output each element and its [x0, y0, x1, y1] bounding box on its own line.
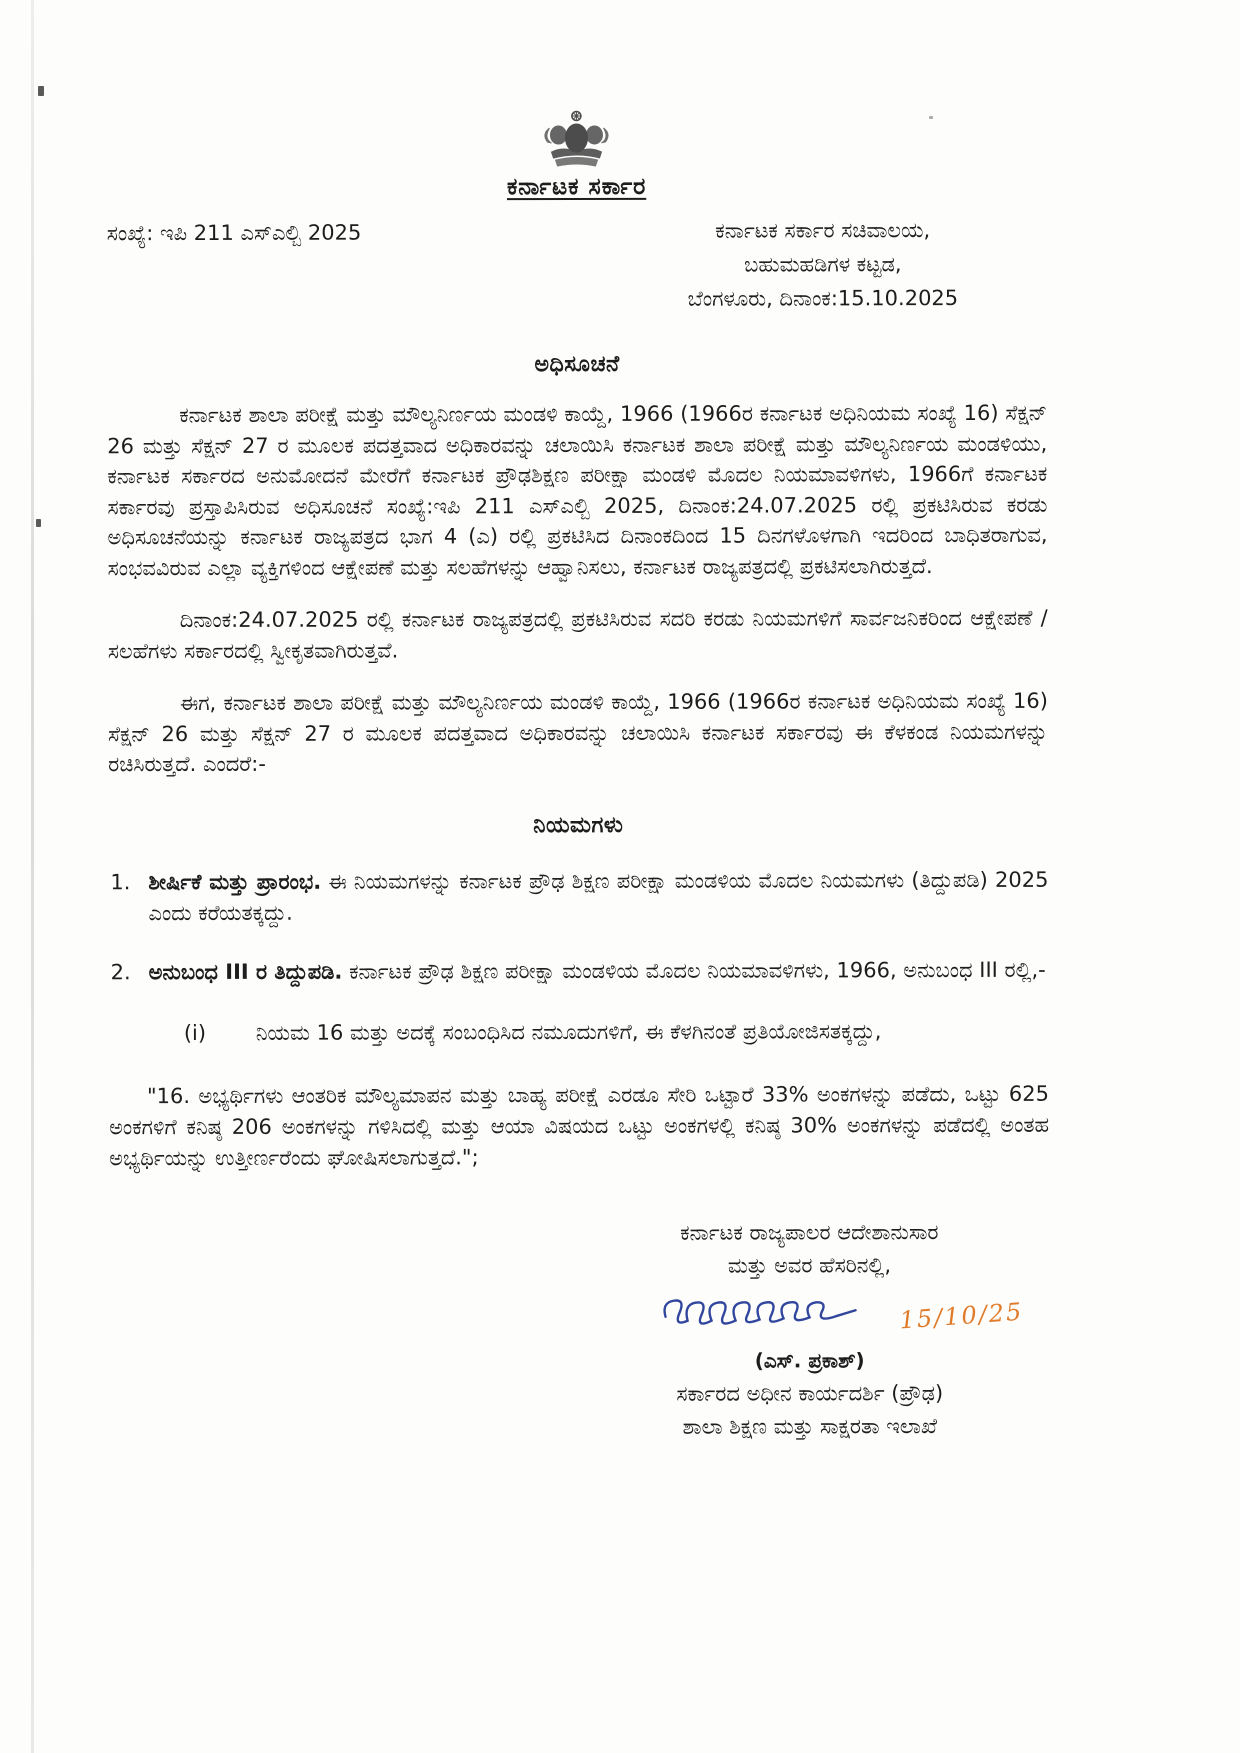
address-line-date: ಬೆಂಗಳೂರು, ದಿನಾಂಕ:15.10.2025 — [687, 286, 959, 311]
rule-item-2 — [109, 954, 1049, 987]
rule-text — [149, 954, 1049, 987]
scan-edge-artifact — [31, 0, 34, 1753]
rule-number: 2. — [110, 959, 131, 984]
paragraph-2: ದಿನಾಂಕ:24.07.2025 ರಲ್ಲಿ ಕರ್ನಾಟಕ ರಾಜ್ಯಪತ್ರದಲ್ಲಿ ಪ್ರಕಟಿಸಿರುವ ಸದರಿ ಕರಡು ನಿಯಮಗಳಿಗೆ ಸಾರ್ವಜನಿಕರಿಂದ ಆಕ್ಷೇಪಣೆ / ಸಲಹೆಗಳು ಸರ್ಕಾರದಲ್ಲಿ ಸ್ವೀಕೃತವಾಗಿರುತ್ತವೆ. — [107, 605, 1048, 663]
signature-block — [569, 1215, 1050, 1443]
government-title: ಕರ್ನಾಟಕ ಸರ್ಕಾರ — [506, 173, 647, 201]
reference-number: ಸಂಖ್ಯೆ: ಇಪಿ 211 ಎಸ್ಎಲ್ಬಿ 2025 — [106, 220, 362, 246]
signature-area — [569, 1285, 1049, 1344]
signatory-name: (ಎಸ್. ಪ್ರಕಾಶ್) — [754, 1347, 865, 1373]
by-order-line: ಕರ್ನಾಟಕ ರಾಜ್ಯಪಾಲರ ಆದೇಶಾನುಸಾರ — [680, 1219, 939, 1245]
karnataka-state-emblem — [106, 107, 1046, 173]
signatory-department: ಶಾಲಾ ಶಿಕ್ಷಣ ಮತ್ತು ಸಾಕ್ಷರತಾ ಇಲಾಖೆ — [682, 1413, 938, 1439]
rule-rest: ಈ ನಿಯಮಗಳನ್ನು ಕರ್ನಾಟಕ ಪ್ರೌಢ ಶಿಕ್ಷಣ ಪರೀಕ್ಷಾ ಮಂಡಳಿಯ ಮೊದಲ ನಿಯಮಗಳು (ತಿದ್ದುಪಡಿ) 2025 ಎಂದು ಕರೆಯತಕ್ಕದ್ದು. — [148, 867, 1049, 925]
rules-heading: ನಿಯಮಗಳು — [533, 812, 624, 838]
state-emblem-icon — [533, 108, 619, 172]
document-content — [106, 0, 1050, 1445]
handwritten-signature-icon — [659, 1286, 899, 1343]
reference-row — [107, 213, 1047, 317]
amended-rule-16-quote: "16. ಅಭ್ಯರ್ಥಿಗಳು ಆಂತರಿಕ ಮೌಲ್ಯಮಾಪನ ಮತ್ತು ಬಾಹ್ಯ ಪರೀಕ್ಷೆ ಎರಡೂ ಸೇರಿ ಒಟ್ಟಾರೆ 33% ಅಂಕಗಳನ್ನು ಪಡೆದು, ಒಟ್ಟು 625 ಅಂಕಗಳಿಗೆ ಕನಿಷ್ಠ 206 ಅಂಕಗಳನ್ನು ಗಳಿಸಿದಲ್ಲಿ ಮತ್ತು ಆಯಾ ವಿಷಯದ ಒಟ್ಟು ಅಂಕಗಳಲ್ಲಿ ಕನಿಷ್ಠ 30% ಅಂಕಗಳನ್ನು ಪಡೆದಲ್ಲಿ ಅಂತಹ ಅಭ್ಯರ್ಥಿಯನ್ನು ಉತ್ತೀರ್ಣರೆಂದು ಘೋಷಿಸಲಾಗುತ್ತದೆ."; — [109, 1081, 1050, 1170]
rule-text — [148, 864, 1048, 928]
handwritten-date: 15/10/25 — [898, 1297, 1025, 1334]
rule-number: 1. — [110, 869, 131, 894]
paragraph-3: ಈಗ, ಕರ್ನಾಟಕ ಶಾಲಾ ಪರೀಕ್ಷೆ ಮತ್ತು ಮೌಲ್ಯನಿರ್ಣಯ ಮಂಡಳಿ ಕಾಯ್ದೆ, 1966 (1966ರ ಕರ್ನಾಟಕ ಅಧಿನಿಯಮ ಸಂಖ್ಯೆ 16) ಸೆಕ್ಷನ್ 26 ಮತ್ತು ಸೆಕ್ಷನ್ 27 ರ ಮೂಲಕ ಪದತ್ತವಾದ ಅಧಿಕಾರವನ್ನು ಚಲಾಯಿಸಿ ಕರ್ನಾಟಕ ಸರ್ಕಾರವು ಈ ಕೆಳಕಂಡ ನಿಯಮಗಳನ್ನು ರಚಿಸಿರುತ್ತದೆ. ಎಂದರೆ:- — [107, 688, 1049, 777]
address-line: ಕರ್ನಾಟಕ ಸರ್ಕಾರ ಸಚಿವಾಲಯ, — [715, 218, 931, 243]
in-his-name-line: ಮತ್ತು ಅವರ ಹೆಸರಿನಲ್ಲಿ, — [727, 1252, 892, 1278]
scan-speck — [38, 86, 44, 96]
notification-heading: ಅಧಿಸೂಚನೆ — [534, 351, 620, 378]
address-line: ಬಹುಮಹಡಿಗಳ ಕಟ್ಟಡ, — [744, 252, 902, 277]
paragraph-1: ಕರ್ನಾಟಕ ಶಾಲಾ ಪರೀಕ್ಷೆ ಮತ್ತು ಮೌಲ್ಯನಿರ್ಣಯ ಮಂಡಳಿ ಕಾಯ್ದೆ, 1966 (1966ರ ಕರ್ನಾಟಕ ಅಧಿನಿಯಮ ಸಂಖ್ಯೆ 16) ಸೆಕ್ಷನ್ 26 ಮತ್ತು ಸೆಕ್ಷನ್ 27 ರ ಮೂಲಕ ಪದತ್ತವಾದ ಅಧಿಕಾರವನ್ನು ಚಲಾಯಿಸಿ ಕರ್ನಾಟಕ ಶಾಲಾ ಪರೀಕ್ಷೆ ಮತ್ತು ಮೌಲ್ಯನಿರ್ಣಯ ಮಂಡಳಿಯು, ಕರ್ನಾಟಕ ಸರ್ಕಾರದ ಅನುಮೋದನೆ ಮೇರೆಗೆ ಕರ್ನಾಟಕ ಪ್ರೌಢಶಿಕ್ಷಣ ಪರೀಕ್ಷಾ ಮಂಡಳಿ ಮೊದಲ ನಿಯಮಾವಳಿಗಳು, 1966ಗೆ ಕರ್ನಾಟಕ ಸರ್ಕಾರವು ಪ್ರಸ್ತಾಪಿಸಿರುವ ಅಧಿಸೂಚನೆ ಸಂಖ್ಯೆ:ಇಪಿ 211 ಎಸ್ಎಲ್ಬಿ 2025, ದಿನಾಂಕ:24.07.2025 ರಲ್ಲಿ ಪ್ರಕಟಿಸಿರುವ ಕರಡು ಅಧಿಸೂಚನೆಯನ್ನು ಕರ್ನಾಟಕ ರಾಜ್ಯಪತ್ರದ ಭಾಗ 4 (ಎ) ರಲ್ಲಿ ಪ್ರಕಟಿಸಿದ ದಿನಾಂಕದಿಂದ 15 ದಿನಗಳೊಳಗಾಗಿ ಇದರಿಂದ ಬಾಧಿತರಾಗುವ, ಸಂಭವವಿರುವ ಎಲ್ಲಾ ವ್ಯಕ್ತಿಗಳಿಂದ ಆಕ್ಷೇಪಣೆ ಮತ್ತು ಸಲಹೆಗಳನ್ನು ಆಹ್ವಾನಿಸಲು, ಕರ್ನಾಟಕ ರಾಜ್ಯಪತ್ರದಲ್ಲಿ ಪ್ರಕಟಿಸಲಾಗಿರುತ್ತದೆ. — [107, 400, 1048, 580]
scan-speck — [36, 519, 41, 527]
signatory-designation: ಸರ್ಕಾರದ ಅಧೀನ ಕಾರ್ಯದರ್ಶಿ (ಪ್ರೌಢ) — [676, 1380, 944, 1406]
rule-lead-bold: ಅನುಬಂಧ III ರ ತಿದ್ದುಪಡಿ. — [148, 959, 343, 984]
rule-rest: ಕರ್ನಾಟಕ ಪ್ರೌಢ ಶಿಕ್ಷಣ ಪರೀಕ್ಷಾ ಮಂಡಳಿಯ ಮೊದಲ ನಿಯಮಾವಳಿಗಳು, 1966, ಅನುಬಂಧ III ರಲ್ಲಿ,- — [342, 957, 1046, 984]
sub-item-text: ನಿಯಮ 16 ಮತ್ತು ಅದಕ್ಕೆ ಸಂಬಂಧಿಸಿದ ನಮೂದುಗಳಿಗೆ, ಈ ಕೆಳಗಿನಂತೆ ಪ್ರತಿಯೋಜಿಸತಕ್ಕದ್ದು, — [255, 1018, 882, 1045]
secretariat-address — [613, 213, 1033, 316]
sub-item-i — [109, 1015, 1049, 1048]
sub-item-number: (i) — [183, 1020, 207, 1045]
rule-item-1 — [108, 864, 1048, 928]
rule-lead-bold: ಶೀರ್ಷಿಕೆ ಮತ್ತು ಪ್ರಾರಂಭ. — [148, 869, 322, 894]
